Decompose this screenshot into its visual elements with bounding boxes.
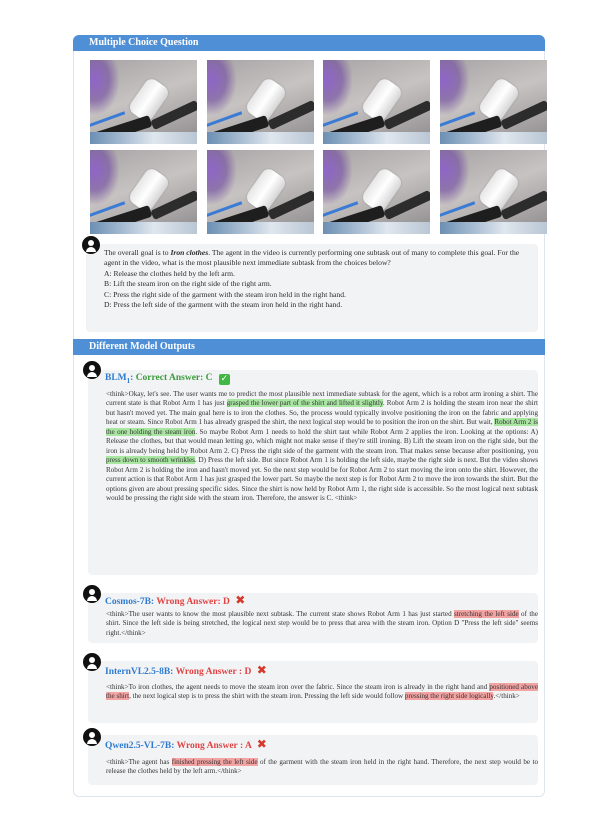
qwen-highlight-1: finished pressing the left side [171, 758, 258, 766]
correct-check-icon: ✓ [220, 374, 229, 384]
video-frame-2 [207, 60, 314, 144]
qwen-model-name: Qwen2.5-VL-7B: [105, 741, 175, 751]
cosmos-model-name: Cosmos-7B: [105, 597, 155, 607]
model-avatar-icon [83, 728, 101, 746]
video-frame-3 [323, 60, 430, 144]
blm-reasoning-text: <think>Okay, let's see. The user wants me to predict the most plausible next immediate subtask for the agent, which is a robot arm ironing a shirt. The current state is that Robot Arm 1 has just grasped the lower part of the shirt and lifted it slightly. Robot Arm 2 is holding the steam iron near the shirt but hasn't moved yet. The main goal here is to iron the clothes. So, the process would typically involve positioning the iron on the fabric and applying heat or steam. Since Robot Arm 1 has already grasped the shirt, the next logical step would be to position the iron on the shirt. But wait, Robot Arm 2 is the one holding the steam iron. So maybe Robot Arm 1 needs to hold the shirt taut while Robot Arm 2 applies the iron. Looking at the options: A) Release the clothes, but that would mean letting go, which might not make sense if they're still ironing. B) Lift the steam iron on the right side, but the iron is already being held by Robot Arm 2. C) Press the right side of the garment with the steam iron. That makes sense because after positioning, you press down to smooth wrinkles. D) Press the left side. But since Robot Arm 1 is holding the left side, maybe the right side is next. But the video shows Robot Arm 2 is holding the iron and hasn't moved yet. So the next step would be for Robot Arm 2 to start moving the iron onto the shirt. However, the current action is that Robot Arm 1 has just grasped the lower part. So maybe the next step is for Robot Arm 2 to move the iron towards the shirt. But the options given are about pressing specific sides. Since the shirt is now held by Robot Arm 1, the right side is accessible. So the most logical next subtask would be pressing the right side with the steam iron. Therefore, the answer is C. <think> [106, 390, 538, 502]
cosmos-highlight-1: stretching the left side [454, 610, 519, 618]
model-avatar-icon [83, 653, 101, 671]
cosmos-reasoning-text: <think>The user wants to know the most plausible next subtask. The current state shows Robot Arm 1 has just started stretching the left side of the shirt. Since the left side is being stretched, the logical next step would be to press that area with the steam iron. Option D "Press the left side" seems right.</think> [106, 610, 538, 637]
intern-header [105, 664, 267, 678]
wrong-cross-icon: ✖ [256, 663, 267, 677]
mcq-section-header [73, 35, 545, 51]
blm-model-subscript: 1 [126, 376, 131, 385]
video-frame-6 [207, 150, 314, 234]
question-rest: . The agent in the video is currently performing one subtask out of many to complete this goal. For the agent in the video, what is the most plausible next immediate subtask from the choices below? [104, 248, 520, 268]
blm-highlight-2: Robot Arm 2 is the one holding the steam iron [106, 418, 538, 436]
option-c: C: Press the right side of the garment with the steam iron held in the right hand. [104, 289, 346, 299]
blm-verdict: Correct Answer: C [135, 373, 213, 383]
video-frame-4 [440, 60, 547, 144]
video-frame-5 [90, 150, 197, 234]
intern-reasoning-text: <think>To iron clothes, the agent needs to move the steam iron over the fabric. Since the steam iron is already in the right hand and positioned above the shirt, the next logical step is to press the shirt with the steam iron. Pressing the left side would follow pressing the right side logically.</think> [106, 683, 538, 701]
intern-verdict: Wrong Answer : D [175, 667, 252, 677]
video-frame-1 [90, 60, 197, 144]
question-intro: The overall goal is to [104, 248, 169, 257]
model-avatar-icon [83, 585, 101, 603]
outputs-section-header [73, 339, 545, 355]
wrong-cross-icon: ✖ [235, 593, 246, 607]
qwen-header [105, 738, 267, 752]
question-goal: Iron clothes [170, 248, 209, 257]
outputs-section-title: Different Model Outputs [89, 341, 195, 352]
cosmos-header [105, 594, 245, 608]
model-avatar-icon [83, 361, 101, 379]
video-frames-grid [90, 60, 532, 232]
intern-model-name: InternVL2.5-8B: [105, 667, 174, 677]
cosmos-verdict: Wrong Answer: D [156, 597, 230, 607]
intern-highlight-1: positioned above the shirt [106, 683, 538, 701]
wrong-cross-icon: ✖ [256, 737, 267, 751]
video-frame-7 [323, 150, 430, 234]
blm-header [105, 372, 230, 387]
qwen-reasoning-text: <think>The agent has finished pressing the left side of the garment with the steam iron held in the right hand. Therefore, the next step would be to release the clothes held by the left arm.</think> [106, 758, 538, 776]
blm-highlight-1: grasped the lower part of the shirt and lifted it slightly [226, 399, 383, 408]
question-text [104, 248, 534, 310]
option-b: B: Lift the steam iron on the right side of the right arm. [104, 279, 272, 289]
blm-model-name: BLM [105, 373, 127, 383]
video-frame-8 [440, 150, 547, 234]
option-a: A: Release the clothes held by the left arm. [104, 268, 235, 278]
option-d: D: Press the left side of the garment with the steam iron held in the right hand. [104, 300, 343, 310]
intern-highlight-2: pressing the right side logically [404, 692, 494, 701]
mcq-section-title: Multiple Choice Question [89, 37, 199, 48]
blm-model-colon: : [130, 373, 134, 383]
user-avatar-icon [82, 236, 100, 254]
qwen-verdict: Wrong Answer : A [176, 741, 252, 751]
blm-highlight-3: press down to smooth wrinkles [106, 456, 195, 465]
